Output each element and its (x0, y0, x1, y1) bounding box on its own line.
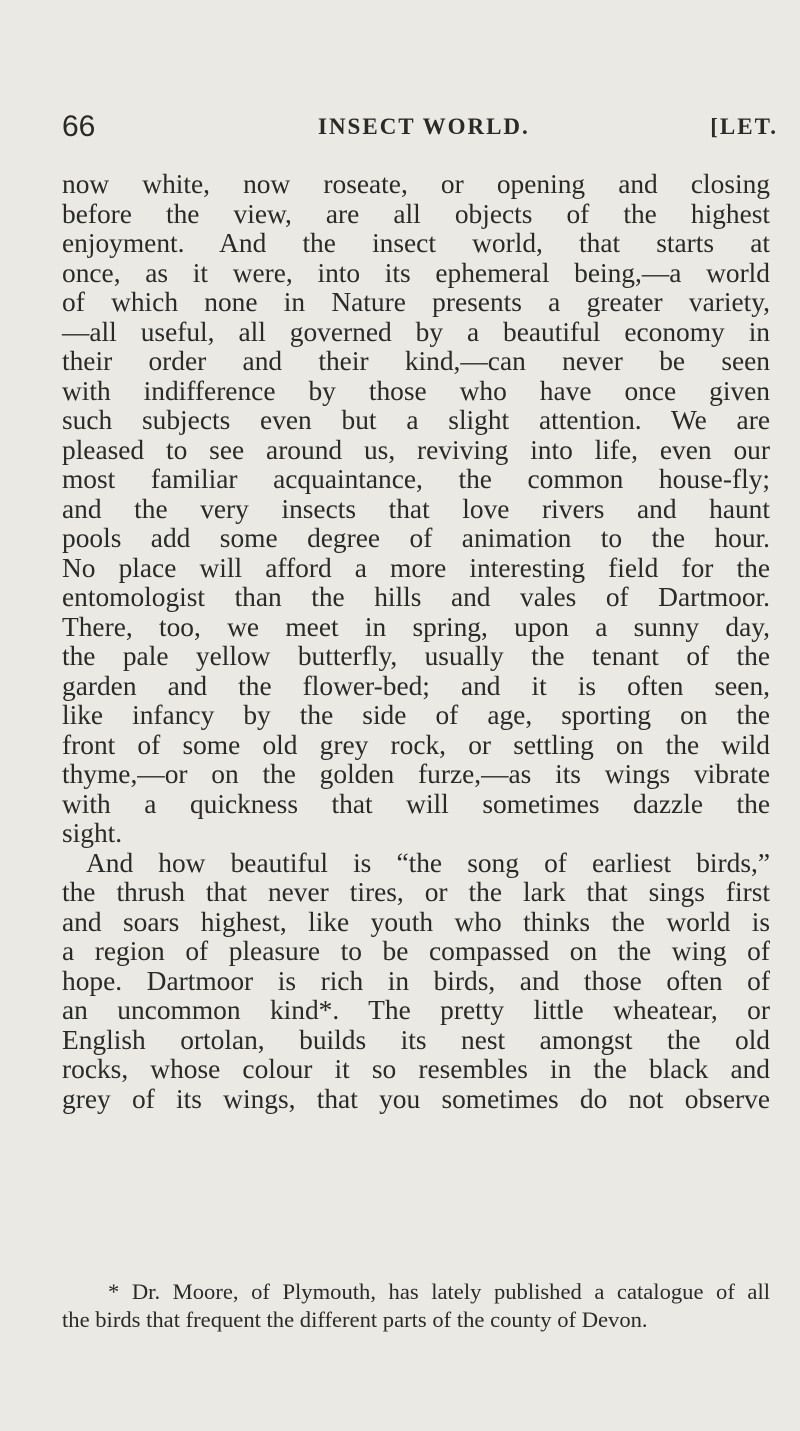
text-line: like infancy by the side of age, sporting on the (62, 700, 770, 730)
text-line: English ortolan, builds its nest amongst the old (62, 1024, 770, 1055)
text-line: garden and the flower-bed; and it is often seen, (62, 670, 770, 701)
body-text (62, 170, 770, 1114)
text-line: rocks, whose colour it so resembles in the black and (62, 1054, 770, 1084)
footnote-line: * Dr. Moore, of Plymouth, has lately published a catalogue of all (108, 1279, 770, 1304)
text-line: such subjects even but a slight attention. We are (62, 405, 770, 435)
text-line: most familiar acquaintance, the common house-fly; (62, 464, 770, 494)
footnote-line: the birds that frequent the different parts of the county of Devon. (62, 1307, 648, 1332)
text-line: pools add some degree of animation to the hour. (62, 523, 770, 553)
text-line: enjoyment. And the insect world, that starts at (62, 228, 770, 258)
footnote (62, 1278, 770, 1334)
text-line: a region of pleasure to be compassed on the wing of (62, 936, 770, 966)
text-line: —all useful, all governed by a beautiful economy in (62, 316, 770, 347)
text-line: with indifference by those who have once given (62, 375, 770, 406)
paragraph-end-line: sight. (62, 818, 123, 848)
paragraph-start-line: And how beautiful is “the song of earliest birds,” (86, 847, 770, 878)
text-line: an uncommon kind*. The pretty little wheatear, or (62, 995, 770, 1025)
text-line: grey of its wings, that you sometimes do not observe (62, 1083, 770, 1114)
running-title: INSECT WORLD. (318, 114, 530, 139)
text-line: pleased to see around us, reviving into life, even our (62, 434, 770, 465)
text-line: once, as it were, into its ephemeral being,—a world (62, 257, 770, 288)
text-line: thyme,—or on the golden furze,—as its wings vibrate (62, 759, 770, 789)
text-line: front of some old grey rock, or settling on the wild (62, 729, 770, 760)
running-head (62, 110, 778, 148)
text-line: with a quickness that will sometimes dazzle the (62, 788, 770, 819)
text-line: the thrush that never tires, or the lark that sings first (62, 877, 770, 907)
text-line: of which none in Nature presents a greater variety, (62, 287, 770, 317)
text-line: entomologist than the hills and vales of Dartmoor. (62, 582, 770, 612)
text-line: No place will afford a more interesting field for the (62, 552, 770, 583)
text-line: their order and their kind,—can never be seen (62, 346, 770, 376)
text-line: now white, now roseate, or opening and closing (62, 169, 770, 199)
text-line: There, too, we meet in spring, upon a sunny day, (62, 611, 770, 642)
chapter-tag: [LET. (710, 114, 778, 139)
page-number: 66 (62, 110, 96, 143)
text-line: the pale yellow butterfly, usually the tenant of the (62, 641, 770, 671)
text-line: and the very insects that love rivers and haunt (62, 493, 770, 524)
text-line: and soars highest, like youth who thinks the world is (62, 906, 770, 937)
text-line: before the view, are all objects of the highest (62, 198, 770, 229)
text-line: hope. Dartmoor is rich in birds, and those often of (62, 965, 770, 996)
